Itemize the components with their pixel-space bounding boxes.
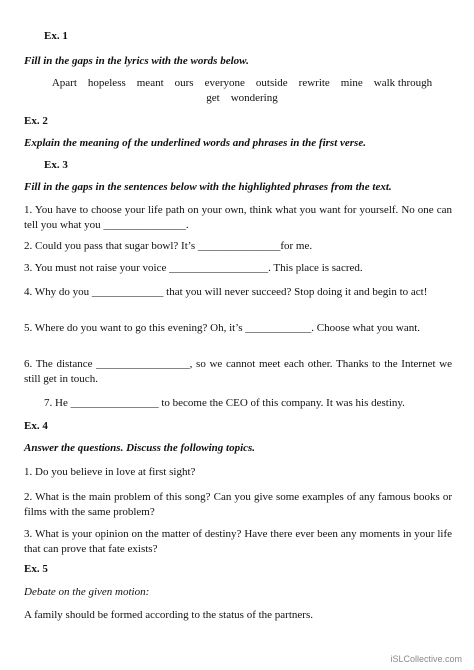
ex1-instruction: Fill in the gaps in the lyrics with the words below. [24, 55, 249, 67]
ex3-heading: Ex. 3 [44, 159, 68, 171]
ex1-word-bank-line2: get wondering [206, 92, 278, 104]
ex4-heading: Ex. 4 [24, 420, 48, 432]
ex4-question-2: 2. What is the main problem of this song? Can you give some examples of any famous books or films with the same problem? [24, 491, 452, 518]
ex5-instruction: Debate on the given motion: [24, 586, 150, 598]
site-watermark: iSLCollective.com [390, 654, 462, 664]
ex3-instruction: Fill in the gaps in the sentences below with the highlighted phrases from the text. [24, 181, 392, 193]
ex3-sentence-3: 3. You must not raise your voice __________________. This place is sacred. [24, 262, 363, 274]
ex3-sentence-5: 5. Where do you want to go this evening? Oh, it’s ____________. Choose what you want. [24, 322, 421, 334]
ex1-heading: Ex. 1 [44, 30, 68, 42]
ex5-motion: A family should be formed according to the status of the partners. [24, 609, 313, 621]
ex2-instruction: Explain the meaning of the underlined words and phrases in the first verse. [24, 137, 366, 149]
ex1-word-bank-line1: Apart hopeless meant ours everyone outside rewrite mine walk through [51, 77, 433, 89]
ex2-heading: Ex. 2 [24, 115, 48, 127]
ex3-sentence-2: 2. Could you pass that sugar bowl? It’s _______________for me. [24, 240, 313, 252]
ex3-sentence-1: 1. You have to choose your life path on your own, think what you want for yourself. No one can tell you what you _______________. [24, 204, 452, 231]
ex3-sentence-7: 7. He ________________ to become the CEO of this company. It was his destiny. [44, 397, 405, 409]
ex4-instruction: Answer the questions. Discuss the following topics. [24, 442, 256, 454]
ex5-heading: Ex. 5 [24, 563, 48, 575]
ex3-sentence-4: 4. Why do you _____________ that you will never succeed? Stop doing it and begin to act! [24, 286, 428, 298]
ex4-question-3: 3. What is your opinion on the matter of destiny? Have there ever been any moments in your life that can prove that fate exists? [24, 528, 452, 555]
ex4-question-1: 1. Do you believe in love at first sight? [24, 466, 196, 478]
ex3-sentence-6: 6. The distance _________________, so we cannot meet each other. Thanks to the Internet we still get in touch. [24, 358, 452, 385]
